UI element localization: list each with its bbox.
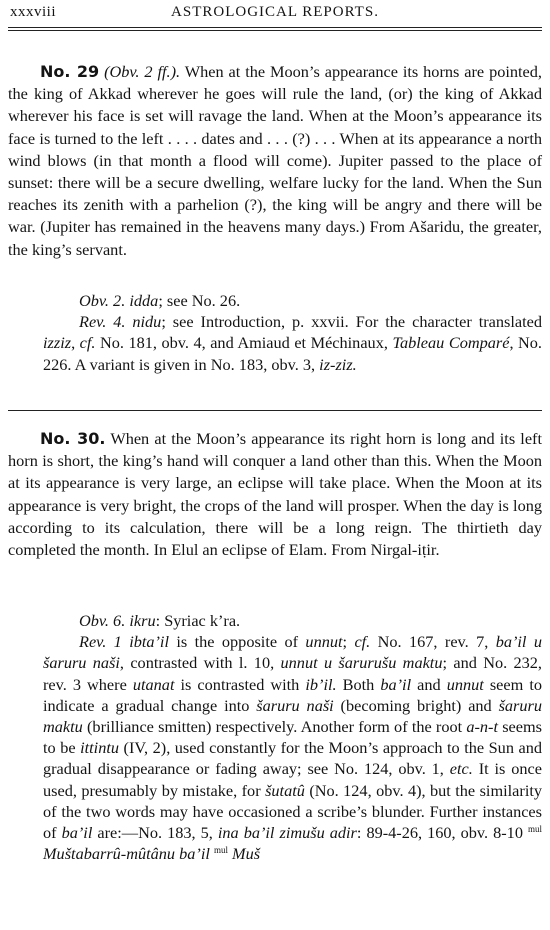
- note-term: Muš: [227, 844, 261, 864]
- note-ref: Obv. 2.: [79, 291, 126, 310]
- note-text: (becoming bright) and: [333, 695, 499, 715]
- entry-29-notes: [0, 290, 550, 375]
- entry-29-text: [0, 61, 550, 261]
- entry-30-text: [0, 428, 550, 561]
- note-text: : 89-4-26, 160, obv. 8-10: [356, 823, 528, 843]
- note-term: unnut: [446, 674, 484, 694]
- note-term: Tableau Comparé: [392, 333, 510, 353]
- note-term: cf.: [79, 333, 96, 353]
- note-text: is contrasted with: [174, 674, 306, 694]
- note-term: izziz: [43, 333, 72, 353]
- note-term: Muštabarrû-mûtânu ba’il: [43, 844, 214, 864]
- note-superscript: mul: [213, 845, 228, 856]
- note-text: ,: [71, 333, 80, 353]
- note-term: etc.: [449, 759, 473, 779]
- note-text: and: [411, 674, 447, 694]
- entry-29-note-2: [0, 311, 550, 375]
- entry-30-note-2: [0, 631, 550, 864]
- entry-29-ref: (Obv. 2 ff.).: [104, 62, 181, 81]
- note-ref: Rev. 1: [79, 632, 122, 652]
- note-term: šutatû: [265, 780, 305, 800]
- note-text: (No. 124, obv. 4), but the similarity of the two words may have occasioned a scribe’s blunder. Further instances of: [43, 780, 543, 843]
- note-text: ; see Introduction, p. xxvii. For the character translated: [161, 312, 542, 332]
- note-term: šaruru maktu: [43, 695, 542, 737]
- note-text: It is once used, presumably by mistake, for: [43, 759, 542, 800]
- note-term: iz-ziz.: [319, 354, 357, 374]
- entry-29: [0, 61, 550, 261]
- note-text: is the opposite of: [168, 632, 306, 652]
- note-term: cf.: [354, 632, 371, 652]
- note-term: idda: [129, 291, 159, 310]
- note-term: a-n-t: [466, 717, 499, 737]
- page-number: xxxviii: [10, 4, 57, 20]
- note-ref: Obv. 6.: [79, 611, 126, 630]
- note-text: are:—No. 183, 5,: [92, 823, 218, 843]
- note-text: Both: [336, 674, 381, 694]
- note-text: No. 167, rev. 7,: [370, 632, 496, 652]
- note-term: šaruru naši: [256, 695, 334, 715]
- note-text: seems to be: [43, 717, 543, 758]
- note-text: ; and No. 232, rev. 3 where: [43, 653, 543, 694]
- note-term: ba’il u šaruru naši: [43, 632, 542, 673]
- header-rule: [8, 27, 542, 28]
- note-term: ib’il.: [305, 674, 337, 694]
- note-text: No. 181, obv. 4, and Amiaud et Méchinaux,: [95, 333, 393, 353]
- entry-30-number: No. 30.: [40, 429, 106, 448]
- note-text: : Syriac k’ra.: [155, 611, 241, 630]
- note-text: , contrasted with l. 10,: [119, 653, 281, 673]
- entry-30-body: When at the Moon’s appearance its right horn is long and its left horn is short, the king’s hand will conquer a land other than this. When the Moon at its appearance is very large, an eclipse will take place. When the Moon at its appearance is very bright, the crops of the land will prosper. When the day is long according to its calculation, there will be a long reign. The thirtieth day completed the month. In Elul an eclipse of Elam. From Nirgal-iṭir.: [8, 429, 543, 560]
- note-text: seem to indicate a gradual change into: [43, 674, 543, 715]
- note-term: ikru: [129, 611, 156, 630]
- note-term: ittintu: [80, 738, 119, 758]
- entry-29-number: No. 29: [40, 62, 100, 81]
- note-text: (brilliance smitten) respectively. Another form of the root: [82, 717, 467, 737]
- note-superscript: mul: [528, 824, 543, 835]
- section-divider: [8, 410, 542, 411]
- note-text: ;: [342, 632, 355, 652]
- note-term: ibta’il: [129, 632, 169, 652]
- entry-30-notes: [0, 610, 550, 864]
- running-header: [0, 4, 550, 24]
- note-term: ba’il: [61, 823, 93, 843]
- note-text: , No. 226. A variant is given in No. 183, obv. 3,: [43, 333, 542, 374]
- note-term: utanat: [132, 674, 175, 694]
- entry-29-note-1: [0, 290, 550, 311]
- entry-30-note-1: [0, 610, 550, 631]
- note-text: (IV, 2), used constantly for the Moon’s approach to the Sun and gradual disappearance or fading away; see No. 124, obv. 1,: [43, 738, 542, 779]
- note-ref: Rev. 4.: [79, 312, 126, 332]
- note-text: ; see No. 26.: [158, 291, 241, 310]
- note-term: unnut: [305, 632, 343, 652]
- entry-29-body: When at the Moon’s appearance its horns are pointed, the king of Akkad wherever he goes will rule the land, (or) the king of Akkad wherever his face is set will ravage the land. When at the Moon’s appearance its face is turned to the left . . . . dates and . . . (?) . . . When at its appearance a north wind blows (in that month a flood will come). Jupiter passed to the place of sunset: there will be a secure dwelling, welfare lucky for the land. When the Sun reaches its zenith with a parhelion (?), the king will be angry and there will be war. (Jupiter has remained in the heavens many days.) From Ašaridu, the greater, the king’s servant.: [8, 62, 542, 259]
- note-term: ina ba’il zimušu adir: [217, 823, 357, 843]
- note-term: ba’il: [380, 674, 412, 694]
- note-term: nidu: [132, 312, 162, 332]
- note-term: unnut u šarurušu maktu: [280, 653, 443, 673]
- entry-30: [0, 428, 550, 561]
- running-title: ASTROLOGICAL REPORTS.: [171, 4, 379, 20]
- header-rule-double: [8, 30, 542, 31]
